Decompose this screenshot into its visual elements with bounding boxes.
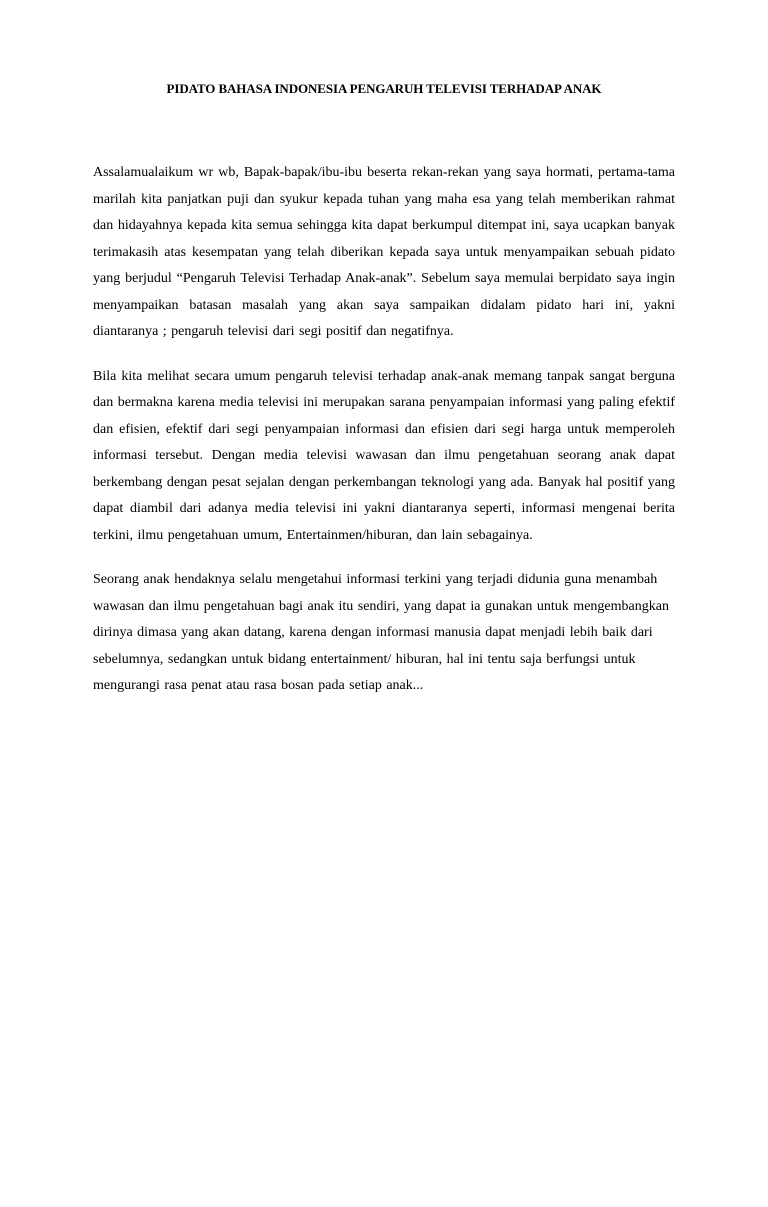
- paragraph-positive-effects: Bila kita melihat secara umum pengaruh televisi terhadap anak-anak memang tanpak sangat berguna dan bermakna karena media televisi ini merupakan sarana penyampaian informasi yang paling efektif dan efisien, efektif dari segi penyampaian informasi dan efisien dari segi harga untuk memperoleh informasi tersebut. Dengan media televisi wawasan dan ilmu pengetahuan seorang anak dapat berkembang dengan pesat sejalan dengan perkembangan teknologi yang ada. Banyak hal positif yang dapat diambil dari adanya media televisi ini yakni diantaranya seperti, informasi mengenai berita terkini, ilmu pengetahuan umum, Entertainmen/hiburan, dan lain sebagainya.: [93, 368, 675, 543]
- paragraph-opening: Assalamualaikum wr wb, Bapak-bapak/ibu-ibu beserta rekan-rekan yang saya hormati, pertama-tama marilah kita panjatkan puji dan syukur kepada tuhan yang maha esa yang telah memberikan rahmat dan hidayahnya kepada kita semua sehingga kita dapat berkumpul ditempat ini, saya ucapkan banyak terimakasih atas kesempatan yang telah diberikan kepada saya untuk menyampaikan sebuah pidato yang berjudul “Pengaruh Televisi Terhadap Anak-anak”. Sebelum saya memulai berpidato saya ingin menyampaikan batasan masalah yang akan saya sampaikan didalam pidato hari ini, yakni diantaranya ; pengaruh televisi dari segi positif dan negatifnya.: [93, 165, 675, 339]
- document-body: [93, 160, 675, 718]
- paragraph-information: Seorang anak hendaknya selalu mengetahui informasi terkini yang terjadi didunia guna menambah wawasan dan ilmu pengetahuan bagi anak itu sendiri, yang dapat ia gunakan untuk mengembangkan dirinya dimasa yang akan datang, karena dengan informasi manusia dapat menjadi lebih baik dari sebelumnya, sedangkan untuk bidang entertainment/ hiburan, hal ini tentu saja berfungsi untuk mengurangi rasa penat atau rasa bosan pada setiap anak...: [93, 572, 669, 693]
- document-title: PIDATO BAHASA INDONESIA PENGARUH TELEVISI TERHADAP ANAK: [166, 81, 602, 96]
